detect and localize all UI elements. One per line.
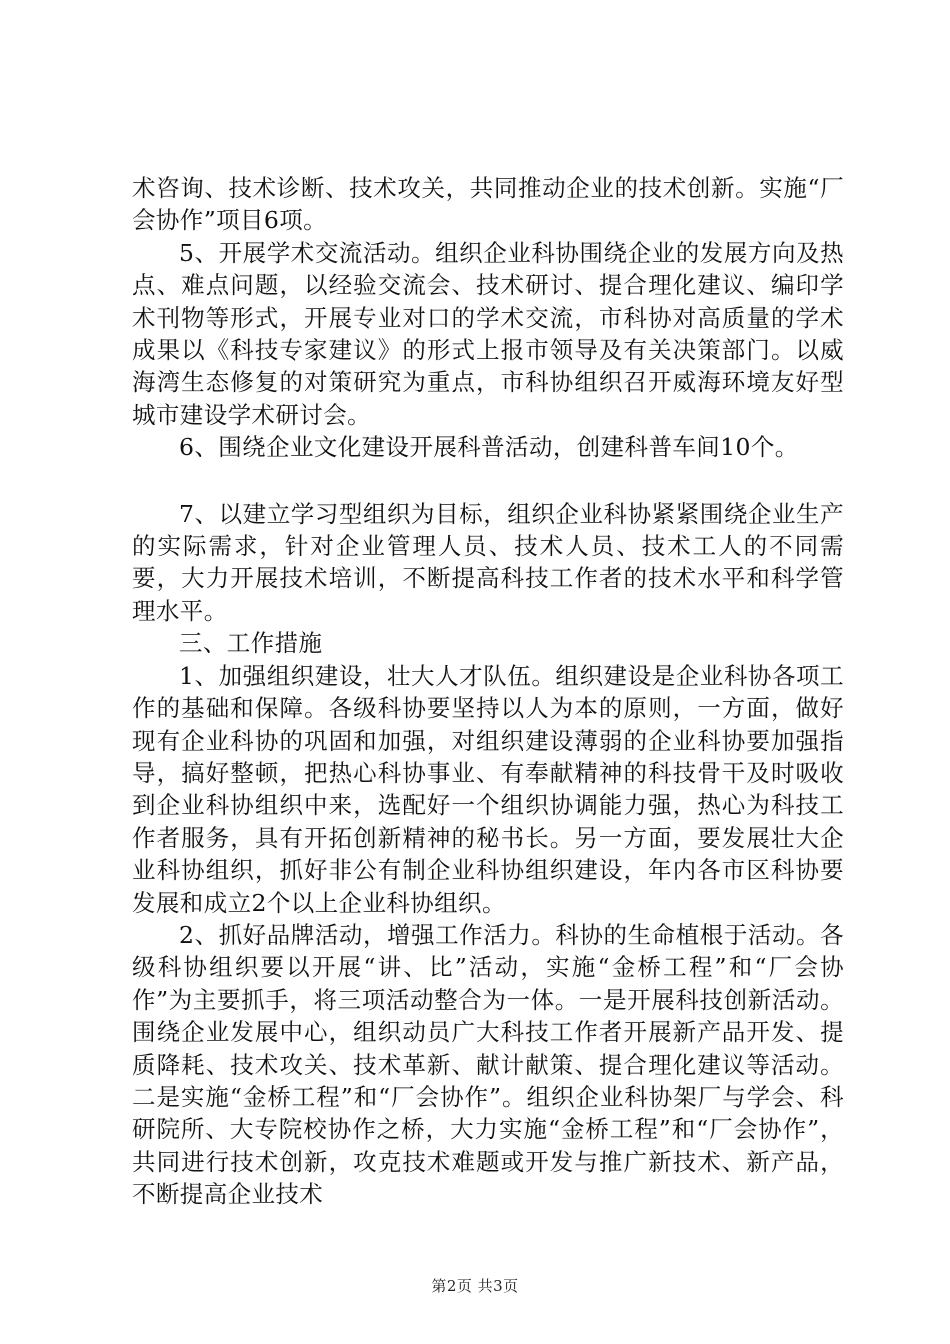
document-body	[132, 172, 844, 1211]
section-heading: 三、工作措施	[179, 629, 323, 658]
paragraph-continuation: 术咨询、技术诊断、技术攻关，共同推动企业的技术创新。实施“厂会协作”项目6项。	[132, 174, 844, 235]
page-footer: 第2页 共3页	[431, 1277, 519, 1295]
paragraph-gap	[132, 464, 844, 498]
paragraph-item-7: 7、以建立学习型组织为目标，组织企业科协紧紧围绕企业生产的实际需求，针对企业管理人员、技术人员、技术工人的不同需要，大力开展技术培训，不断提高科技工作者的技术水平和科学管理水平。	[132, 499, 844, 625]
paragraph-item-5: 5、开展学术交流活动。组织企业科协围绕企业的发展方向及热点、难点问题，以经验交流会、技术研讨、提合理化建议、编印学术刊物等形式，开展专业对口的学术交流，市科协对高质量的学术成果以《科技专家建议》的形式上报市领导及有关决策部门。以威海湾生态修复的对策研究为重点，市科协组织召开威海环境友好型城市建设学术研讨会。	[132, 238, 844, 429]
paragraph-item-6: 6、围绕企业文化建设开展科普活动，创建科普车间10个。	[179, 433, 799, 462]
paragraph-measure-1: 1、加强组织建设，壮大人才队伍。组织建设是企业科协各项工作的基础和保障。各级科协要坚持以人为本的原则，一方面，做好现有企业科协的巩固和加强，对组织建设薄弱的企业科协要加强指导，搞好整顿，把热心科协事业、有奉献精神的科技骨干及时吸收到企业科协组织中来，选配好一个组织协调能力强，热心为科技工作者服务，具有开拓创新精神的秘书长。另一方面，要发展壮大企业科协组织，抓好非公有制企业科协组织建设，年内各市区科协要发展和成立2个以上企业科协组织。	[132, 661, 844, 917]
paragraph-measure-2: 2、抓好品牌活动，增强工作活力。科协的生命植根于活动。各级科协组织要以开展“讲、比”活动，实施“金桥工程”和“厂会协作”为主要抓手，将三项活动整合为一体。一是开展科技创新活动。围绕企业发展中心，组织动员广大科技工作者开展新产品开发、提质降耗、技术攻关、技术革新、献计献策、提合理化建议等活动。二是实施“金桥工程”和“厂会协作”。组织企业科协架厂与学会、科研院所、大专院校协作之桥，大力实施“金桥工程”和“厂会协作”，共同进行技术创新，攻克技术难题或开发与推广新技术、新产品，不断提高企业技术	[132, 920, 844, 1209]
